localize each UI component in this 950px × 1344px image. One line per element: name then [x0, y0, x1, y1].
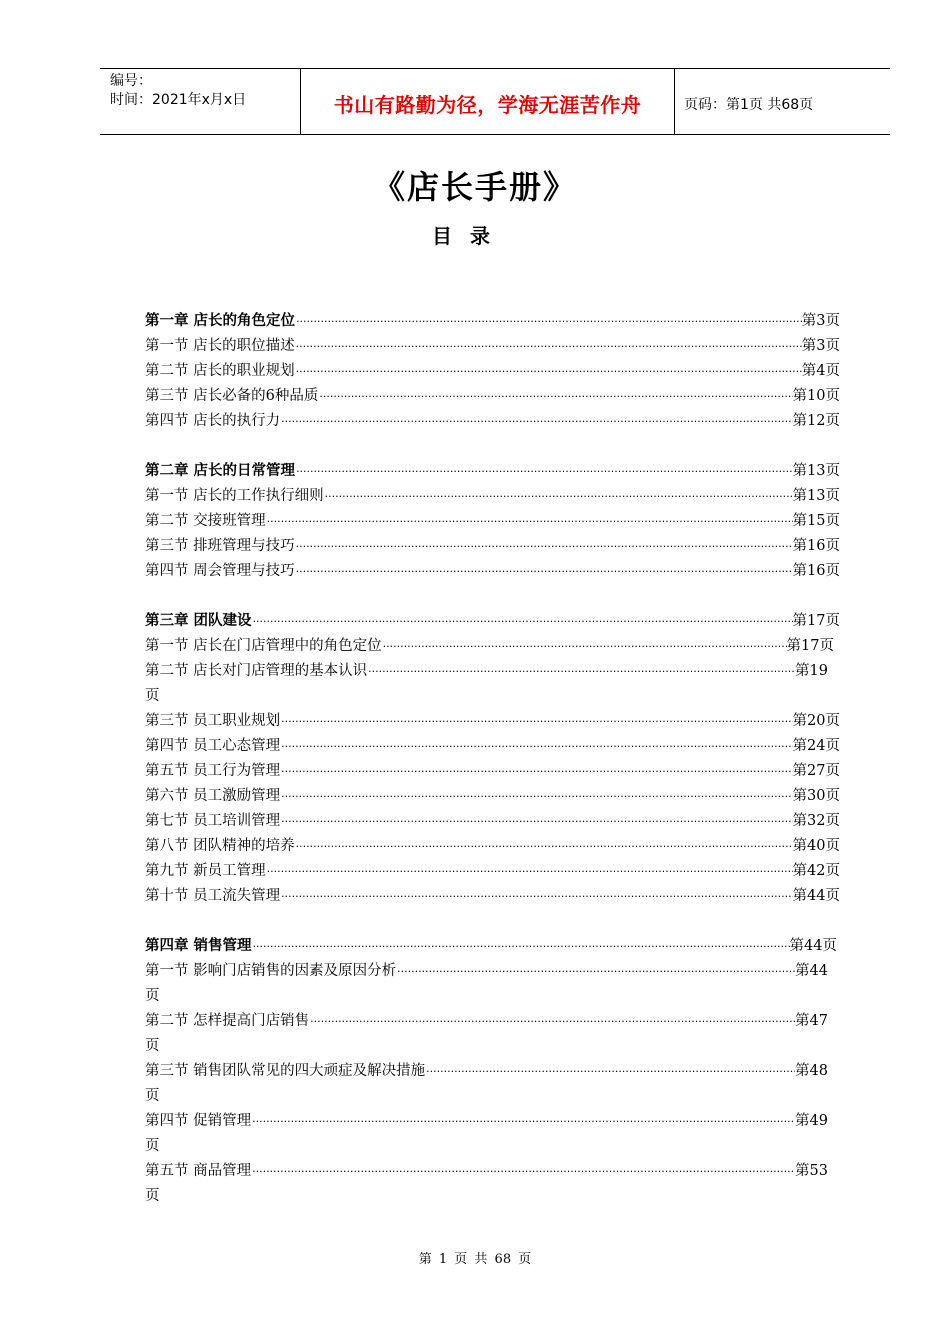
toc-leader [309, 1009, 795, 1034]
toc-label: 第三节 店长必备的6种品质 [145, 388, 319, 404]
toc-page: 第44页 [789, 938, 837, 954]
toc-section[interactable] [145, 1009, 828, 1034]
toc-page: 第24页 [792, 738, 840, 754]
table-of-contents [145, 309, 840, 1209]
toc-leader [280, 784, 792, 809]
toc-label: 第六节 员工激励管理 [145, 788, 281, 804]
toc-page: 第16页 [792, 563, 840, 579]
page-footer: 第 1 页 共 68 页 [418, 1252, 532, 1267]
toc-section[interactable] [145, 709, 840, 734]
toc-page: 第16页 [792, 538, 840, 554]
toc-page: 第12页 [792, 413, 840, 429]
toc-section[interactable] [145, 859, 840, 884]
toc-label: 第五节 员工行为管理 [145, 763, 281, 779]
toc-leader [280, 734, 792, 759]
toc-spacer [145, 434, 840, 459]
toc-label: 第一节 影响门店销售的因素及原因分析 [145, 963, 397, 979]
toc-page: 第27页 [792, 763, 840, 779]
toc-leader [295, 834, 793, 859]
toc-page: 第49 [795, 1113, 828, 1129]
document-date: 时间：2021年x月x日 [110, 92, 247, 108]
toc-spacer [145, 909, 840, 934]
toc-section[interactable] [145, 1059, 828, 1084]
toc-section[interactable] [145, 659, 828, 684]
document-number-label: 编号： [110, 73, 152, 89]
toc-leader [252, 934, 790, 959]
toc-page: 第3页 [801, 338, 840, 354]
toc-leader [367, 659, 795, 684]
toc-section[interactable] [145, 634, 834, 659]
toc-leader [280, 709, 792, 734]
toc-page: 第53 [795, 1163, 828, 1179]
toc-label: 第八节 团队精神的培养 [145, 838, 295, 854]
toc-label: 第四节 店长的执行力 [145, 413, 281, 429]
toc-chapter[interactable] [145, 609, 840, 634]
page-header [100, 68, 890, 135]
toc-label: 第二节 交接班管理 [145, 513, 266, 529]
toc-page-suffix: 页 [145, 988, 160, 1004]
toc-leader [295, 309, 802, 334]
toc-section[interactable] [145, 884, 840, 909]
toc-section[interactable] [145, 959, 828, 984]
toc-label: 第四节 促销管理 [145, 1113, 252, 1129]
toc-label: 第一节 店长在门店管理中的角色定位 [145, 638, 382, 654]
toc-label: 第二章 店长的日常管理 [145, 463, 296, 479]
toc-section[interactable] [145, 334, 840, 359]
document-title: 《店长手册》 [372, 168, 577, 206]
toc-page: 第13页 [792, 463, 840, 479]
toc-page: 第17页 [786, 638, 834, 654]
toc-leader [280, 884, 792, 909]
toc-label: 第四章 销售管理 [145, 938, 252, 954]
toc-page: 第17页 [792, 613, 840, 629]
toc-label: 第二节 店长对门店管理的基本认识 [145, 663, 368, 679]
toc-chapter[interactable] [145, 309, 840, 334]
toc-page: 第42页 [792, 863, 840, 879]
toc-page: 第10页 [792, 388, 840, 404]
toc-spacer [145, 584, 840, 609]
toc-page-suffix: 页 [145, 1038, 160, 1054]
toc-section[interactable] [145, 734, 840, 759]
toc-section[interactable] [145, 484, 840, 509]
toc-label: 第十节 员工流失管理 [145, 888, 281, 904]
toc-leader [382, 634, 787, 659]
toc-label: 第五节 商品管理 [145, 1163, 252, 1179]
toc-section[interactable] [145, 759, 840, 784]
toc-page: 第44 [795, 963, 828, 979]
toc-leader [280, 759, 792, 784]
toc-page: 第44页 [792, 888, 840, 904]
toc-section[interactable] [145, 784, 840, 809]
toc-leader [280, 409, 792, 434]
toc-page-suffix: 页 [145, 1188, 160, 1204]
toc-leader [295, 334, 802, 359]
toc-label: 第七节 员工培训管理 [145, 813, 281, 829]
toc-section[interactable] [145, 409, 840, 434]
header-page-info: 页码：第1页 共68页 [684, 97, 814, 113]
toc-label: 第三章 团队建设 [145, 613, 252, 629]
toc-heading: 目录 [432, 224, 508, 248]
toc-leader [251, 1159, 795, 1184]
toc-leader [252, 609, 793, 634]
toc-leader [295, 559, 793, 584]
toc-page: 第19 [795, 663, 828, 679]
toc-label: 第二节 店长的职业规划 [145, 363, 295, 379]
header-motto: 书山有路勤为径，学海无涯苦作舟 [333, 93, 642, 117]
toc-leader [266, 859, 793, 884]
toc-label: 第四节 周会管理与技巧 [145, 563, 295, 579]
toc-page: 第47 [795, 1013, 828, 1029]
header-divider [674, 69, 675, 134]
toc-chapter[interactable] [145, 459, 840, 484]
toc-label: 第二节 怎样提高门店销售 [145, 1013, 310, 1029]
toc-leader [251, 1109, 795, 1134]
toc-label: 第一章 店长的角色定位 [145, 313, 296, 329]
toc-section[interactable] [145, 559, 840, 584]
toc-page: 第3页 [801, 313, 840, 329]
toc-leader [295, 359, 802, 384]
toc-label: 第一节 店长的工作执行细则 [145, 488, 324, 504]
toc-page: 第20页 [792, 713, 840, 729]
toc-leader [396, 959, 795, 984]
toc-page: 第32页 [792, 813, 840, 829]
toc-page-suffix: 页 [145, 1138, 160, 1154]
toc-page-suffix: 页 [145, 688, 160, 704]
toc-leader [295, 534, 793, 559]
toc-leader [280, 809, 792, 834]
toc-section[interactable] [145, 384, 840, 409]
toc-label: 第九节 新员工管理 [145, 863, 266, 879]
toc-page: 第15页 [792, 513, 840, 529]
toc-page: 第48 [795, 1063, 828, 1079]
toc-page: 第40页 [792, 838, 840, 854]
toc-chapter[interactable] [145, 934, 837, 959]
toc-leader [295, 459, 792, 484]
toc-section[interactable] [145, 534, 840, 559]
toc-leader [324, 484, 793, 509]
toc-page: 第4页 [801, 363, 840, 379]
toc-section[interactable] [145, 834, 840, 859]
toc-page: 第13页 [792, 488, 840, 504]
toc-section[interactable] [145, 509, 840, 534]
toc-label: 第三节 排班管理与技巧 [145, 538, 295, 554]
toc-label: 第一节 店长的职位描述 [145, 338, 295, 354]
toc-section[interactable] [145, 1109, 828, 1134]
toc-section[interactable] [145, 1159, 828, 1184]
toc-leader [425, 1059, 795, 1084]
header-meta [110, 72, 246, 110]
toc-page: 第30页 [792, 788, 840, 804]
toc-label: 第四节 员工心态管理 [145, 738, 281, 754]
toc-label: 第三节 员工职业规划 [145, 713, 281, 729]
toc-leader [318, 384, 792, 409]
toc-page-suffix: 页 [145, 1088, 160, 1104]
toc-section[interactable] [145, 809, 840, 834]
toc-section[interactable] [145, 359, 840, 384]
toc-leader [266, 509, 793, 534]
toc-label: 第三节 销售团队常见的四大顽症及解决措施 [145, 1063, 426, 1079]
